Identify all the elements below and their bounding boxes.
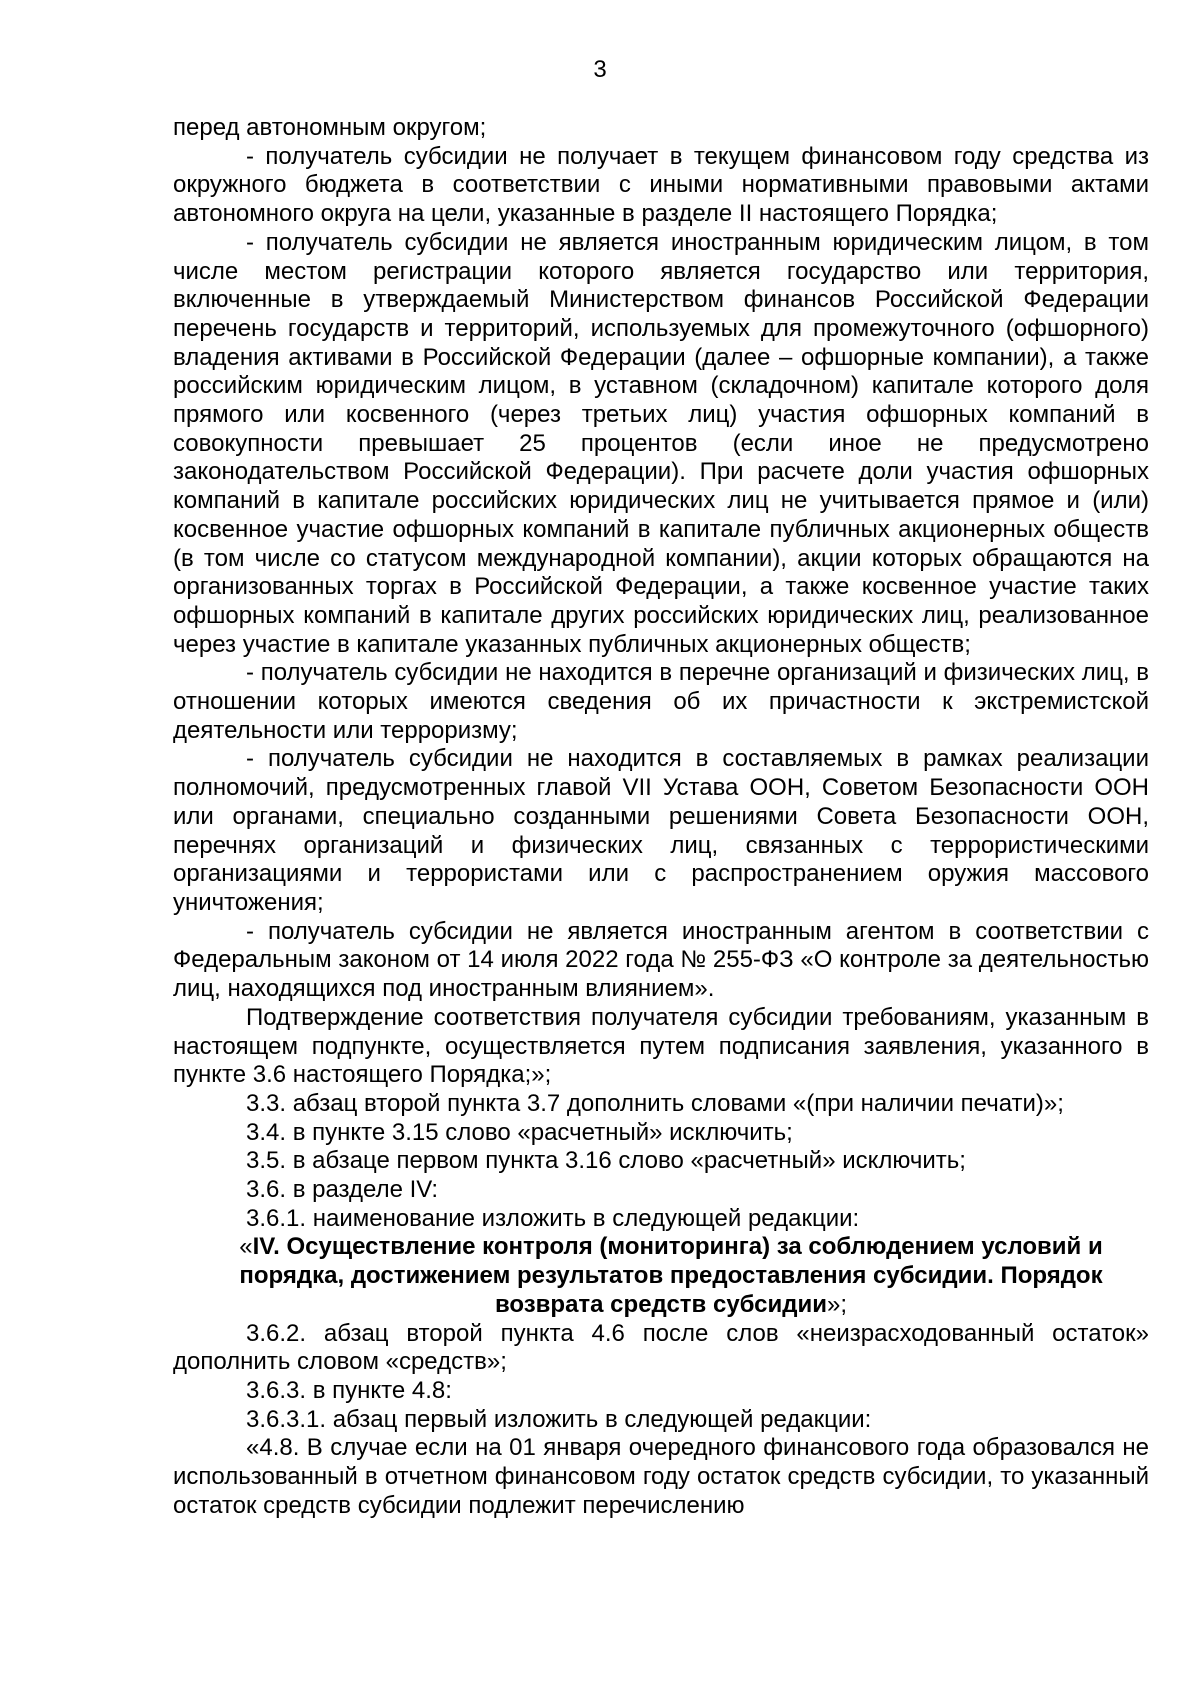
paragraph: 3.4. в пункте 3.15 слово «расчетный» исключить;: [246, 1118, 793, 1146]
paragraph: - получатель субсидии не является иностранным агентом в соответствии с Федеральным законом от 14 июля 2022 года № 255-ФЗ «О контроле за деятельностью лиц, находящихся под иностранным влиянием».: [173, 917, 1149, 1003]
paragraph: - получатель субсидии не находится в составляемых в рамках реализации полномочий, предусмотренных главой VII Устава ООН, Советом Безопасности ООН или органами, специально созданными решениями Совета Безопасности ООН, перечнях организаций и физических лиц, связанных с террористическими организациями и террористами или с распространением оружия массового уничтожения;: [173, 745, 1149, 916]
paragraph: Подтверждение соответствия получателя субсидии требованиям, указанным в настоящем подпункте, осуществляется путем подписания заявления, указанного в пункте 3.6 настоящего Порядка;»;: [173, 1003, 1149, 1089]
paragraph: перед автономным округом;: [173, 114, 487, 141]
heading-open-quote: «: [239, 1233, 253, 1261]
paragraph: 3.6.3. в пункте 4.8:: [246, 1376, 452, 1404]
paragraph: - получатель субсидии не является иностранным юридическим лицом, в том числе местом регистрации которого является государство или территория, включенные в утверждаемый Министерством финансов Российской Федерации перечень государств и территорий, используемых для промежуточного (офшорного) владения активами в Российской Федерации (далее – офшорные компании), а также российским юридическим лицом, в уставном (складочном) капитале которого доля прямого или косвенного (через третьих лиц) участия офшорных компаний в совокупности превышает 25 процентов (если иное не предусмотрено законодательством Российской Федерации). При расчете доли участия офшорных компаний в капитале российских юридических лиц не учитывается прямое и (или) косвенное участие офшорных компаний в капитале публичных акционерных обществ (в том числе со статусом международной компании), акции которых обращаются на организованных торгах в Российской Федерации, а также косвенное участие таких офшорных компаний в капитале других российских юридических лиц, реализованное через участие в капитале указанных публичных акционерных обществ;: [173, 228, 1149, 658]
paragraph: - получатель субсидии не получает в текущем финансовом году средства из окружного бюджета в соответствии с иными нормативными правовыми актами автономного округа на цели, указанные в разделе II настоящего Порядка;: [173, 142, 1149, 228]
heading-close: »;: [827, 1290, 848, 1318]
paragraph: 3.6.1. наименование изложить в следующей редакции:: [246, 1204, 860, 1232]
paragraph: - получатель субсидии не находится в перечне организаций и физических лиц, в отношении которых имеются сведения об их причастности к экстремистской деятельности или терроризму;: [173, 659, 1149, 744]
heading-text: IV. Осуществление контроля (мониторинга) за соблюдением условий и порядка, достижением результатов предоставления субсидии. Порядок возврата средств субсидии: [239, 1233, 1103, 1318]
paragraph: 3.6.2. абзац второй пункта 4.6 после слов «неизрасходованный остаток» дополнить словом «средств»;: [173, 1319, 1149, 1376]
paragraph: 3.6. в разделе IV:: [246, 1176, 439, 1204]
document-body: [173, 114, 1149, 1520]
paragraph: 3.6.3.1. абзац первый изложить в следующей редакции:: [246, 1405, 872, 1433]
paragraph: «4.8. В случае если на 01 января очередного финансового года образовался не использованный в отчетном финансовом году остаток средств субсидии, то указанный остаток средств субсидии подлежит перечислению: [173, 1434, 1149, 1519]
paragraph: 3.5. в абзаце первом пункта 3.16 слово «расчетный» исключить;: [246, 1147, 966, 1175]
page-number: 3: [593, 56, 607, 83]
section-heading: [173, 1233, 1149, 1319]
paragraph: 3.3. абзац второй пункта 3.7 дополнить словами «(при наличии печати)»;: [246, 1089, 1064, 1117]
